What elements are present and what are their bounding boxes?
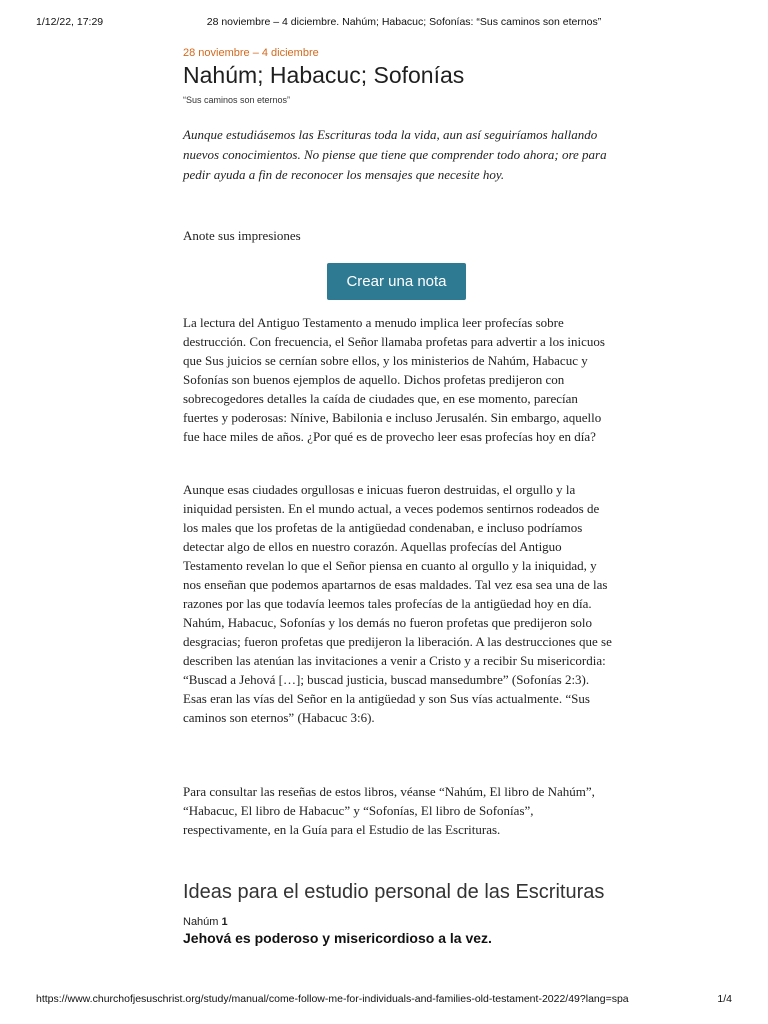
body-paragraph: Para consultar las reseñas de estos libros, véanse “Nahúm, El libro de Nahúm”, “Habacuc, El libro de Habacuc” y “Sofonías, El libro de Sofonías”, respectivamente, en la Guía para el Estudio de las Escrituras. <box>183 784 595 837</box>
study-idea-heading: Jehová es poderoso y misericordioso a la vez. <box>183 930 492 946</box>
print-footer <box>36 993 732 1007</box>
page-number: 1/4 <box>717 993 732 1005</box>
scripture-chapter: 1 <box>221 916 228 928</box>
intro-paragraph: Aunque estudiásemos las Escrituras toda la vida, aun así seguiríamos hallando nuevos conocimientos. No piense que tiene que comprender todo ahora; ore para pedir ayuda a fin de reconocer los mensajes que necesite hoy. <box>183 127 607 182</box>
print-url: https://www.churchofjesuschrist.org/study/manual/come-follow-me-for-individuals-and-families-old-testament-2022/49?lang=spa <box>36 993 629 1005</box>
date-kicker: 28 noviembre – 4 diciembre <box>183 47 319 59</box>
body-paragraph: La lectura del Antiguo Testamento a menudo implica leer profecías sobre destrucción. Con frecuencia, el Señor llamaba profetas para advertir a los inicuos que Sus juicios se cernían sobre ellos, y los ministerios de Nahúm, Habacuc y Sofonías son buenos ejemplos de aquello. Dichos profetas predijeron con sobrecogedores detalles la caída de ciudades que, en ese momento, parecían fuertes y poderosas: Nínive, Babilonia e incluso Jerusalén. Sin embargo, aquello fue hace miles de años. ¿Por qué es de provecho leer esas profecías hoy en día? <box>183 315 605 444</box>
notes-label: Anote sus impresiones <box>183 228 301 243</box>
section-heading: Ideas para el estudio personal de las Escrituras <box>183 881 605 903</box>
scripture-reference[interactable] <box>183 916 228 928</box>
print-date: 1/12/22, 17:29 <box>36 16 104 28</box>
create-note-button[interactable]: Crear una nota <box>327 263 466 300</box>
page-title: Nahúm; Habacuc; Sofonías <box>183 62 465 88</box>
scripture-book: Nahúm <box>183 916 222 928</box>
print-page-title: 28 noviembre – 4 diciembre. Nahúm; Habacuc; Sofonías: “Sus caminos son eternos” <box>206 16 602 28</box>
print-header <box>36 16 732 30</box>
body-paragraph: Aunque esas ciudades orgullosas e inicuas fueron destruidas, el orgullo y la iniquidad persisten. En el mundo actual, a veces podemos sentirnos rodeados de los males que los profetas de la antigüedad condenaban, e incluso podríamos detectar algo de ellos en nuestro corazón. Aquellas profecías del Antiguo Testamento revelan lo que el Señor piensa en cuanto al orgullo y la iniquidad, y nos enseñan que podemos apartarnos de esas maldades. Tal vez esa sea una de las razones por las que todavía leemos tales profecías de la antigüedad hoy en día. Nahúm, Habacuc, Sofonías y los demás no fueron profetas que predijeron solo desgracias; fueron profetas que predijeron la liberación. A las destrucciones que se describen las atenúan las invitaciones a venir a Cristo y a recibir Su misericordia: “Buscad a Jehová […]; buscad justicia, buscad mansedumbre” (Sofonías 2:3). Esas eran las vías del Señor en la antigüedad y son Sus vías actualmente. “Sus caminos son eternos” (Habacuc 3:6). <box>183 482 612 725</box>
page-subtitle: “Sus caminos son eternos” <box>183 95 291 105</box>
